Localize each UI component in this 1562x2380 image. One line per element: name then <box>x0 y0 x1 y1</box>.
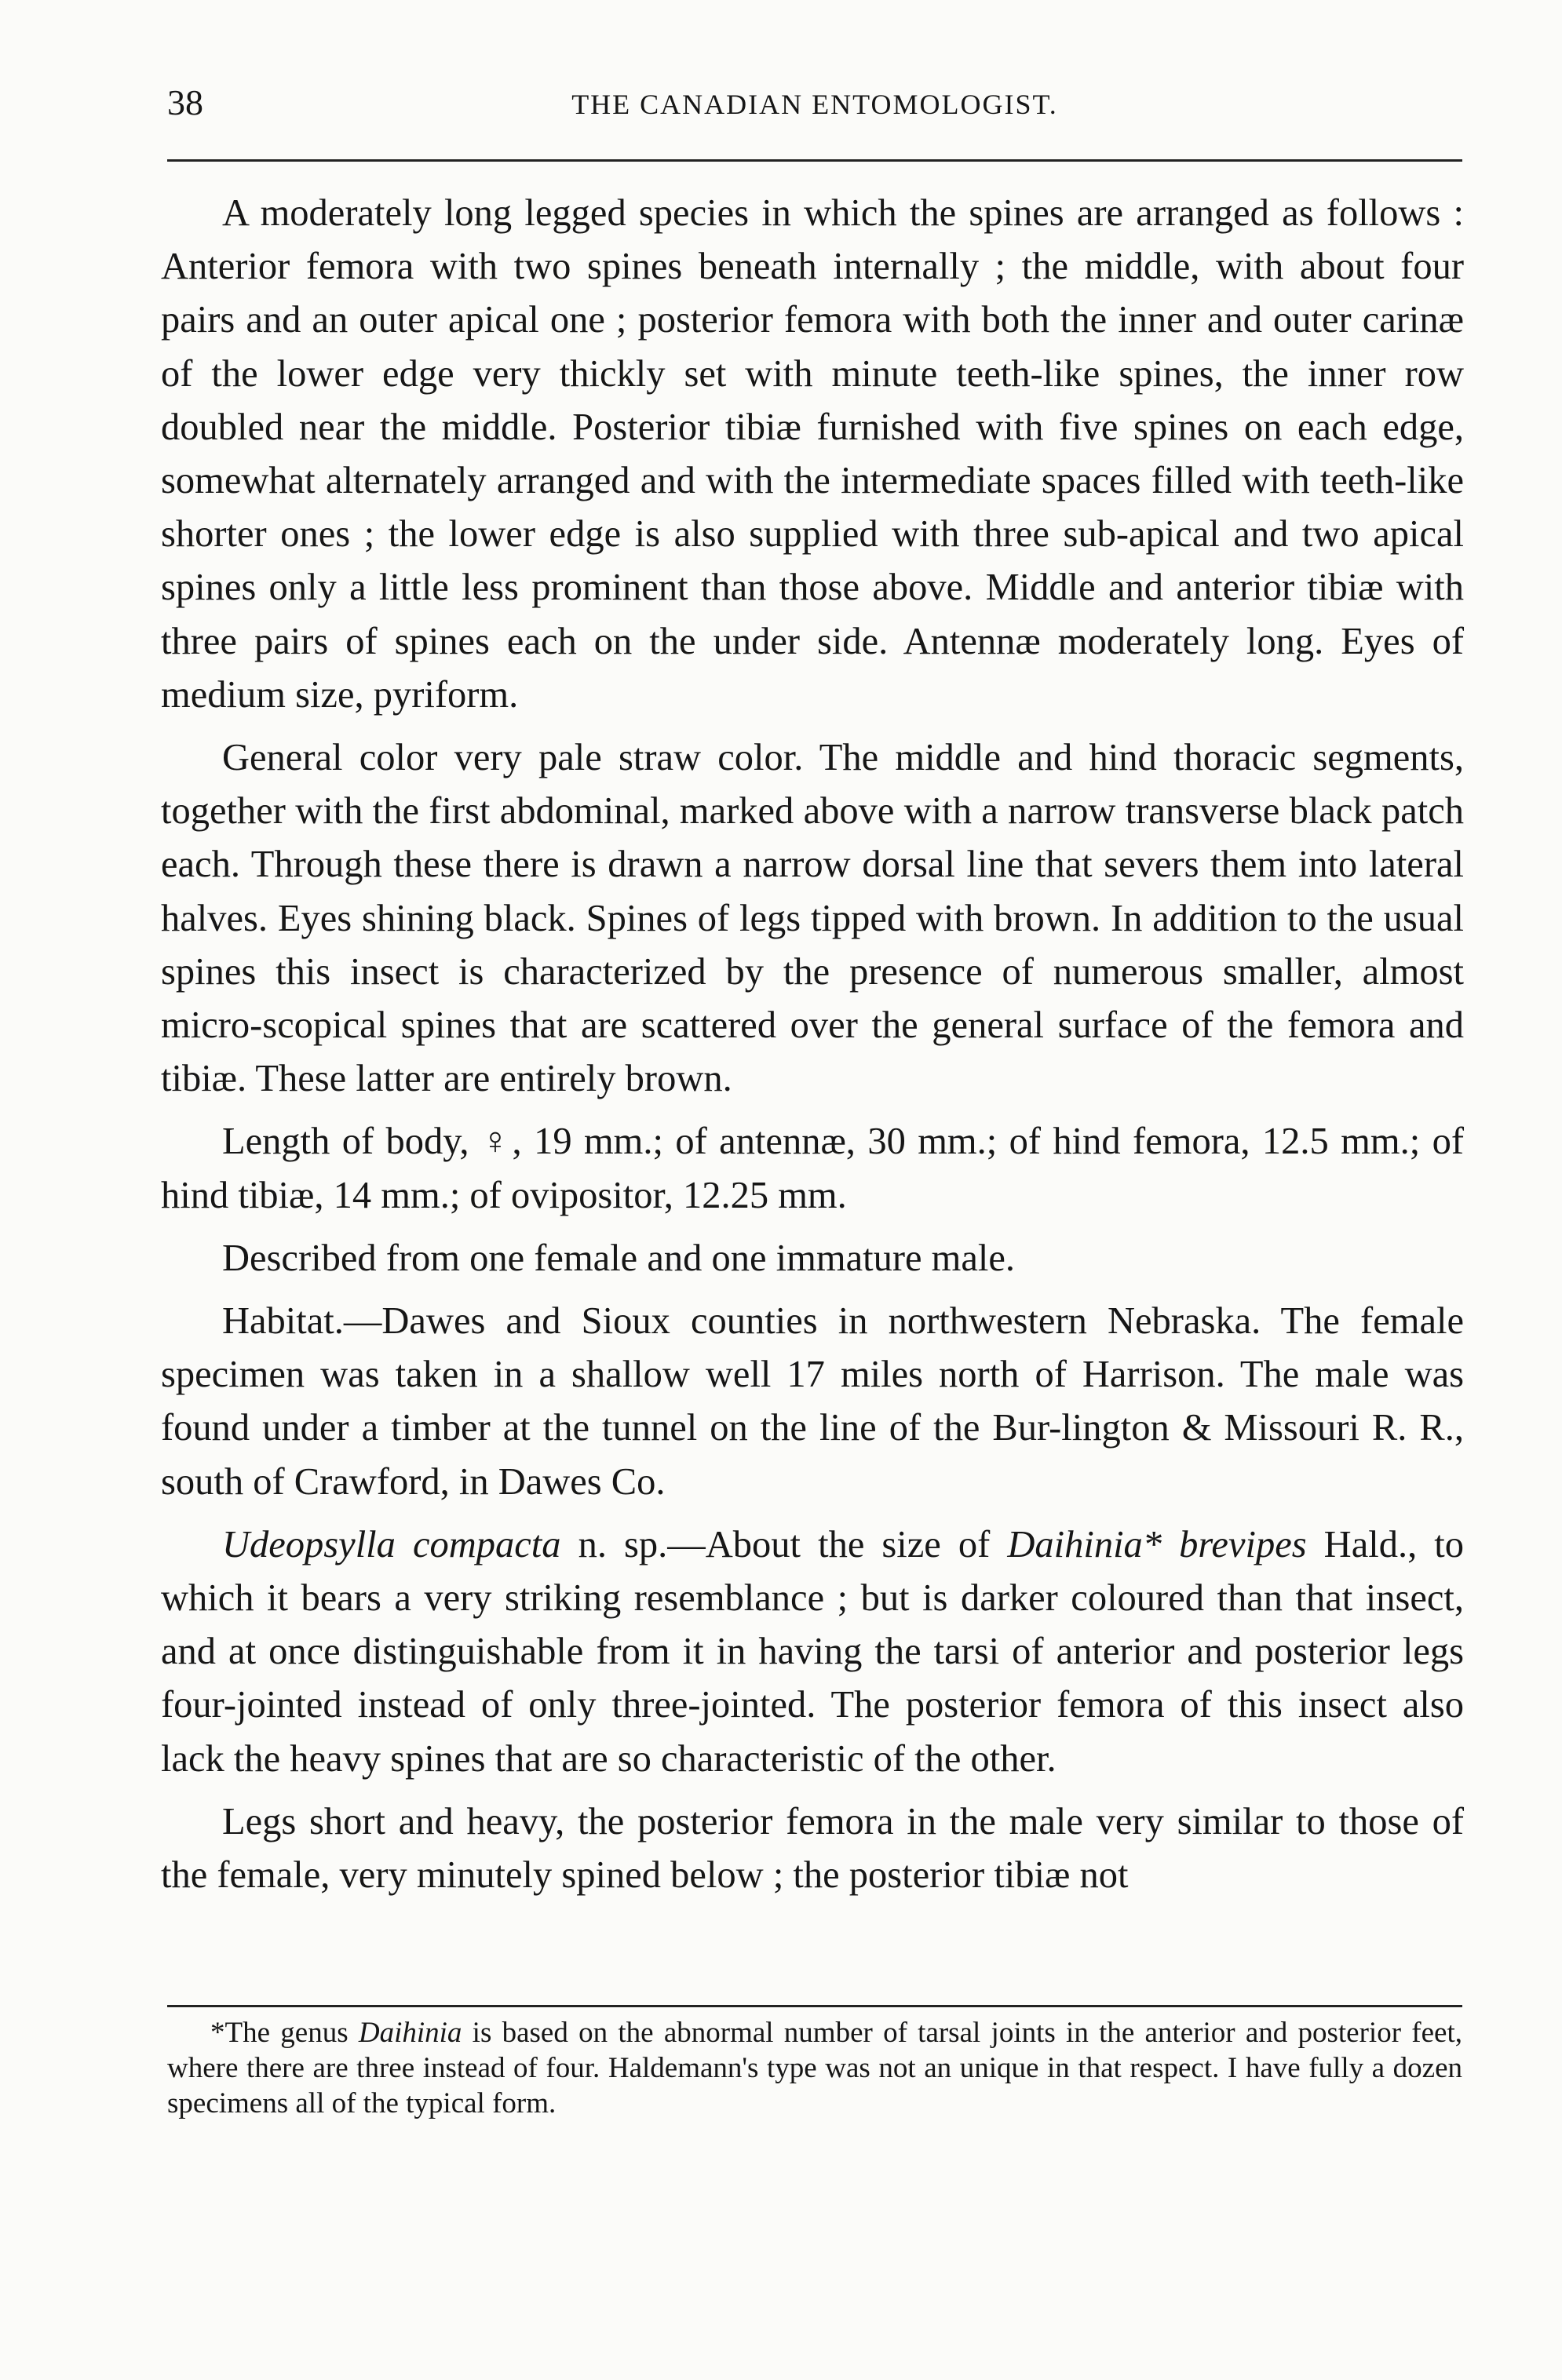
footnote <box>167 2015 1462 2121</box>
header-rule <box>167 159 1462 162</box>
compared-species-name: Daihinia* brevipes <box>1007 1523 1307 1565</box>
paragraph-text: n. sp.—About the size of <box>560 1523 1008 1565</box>
page-header <box>167 82 1462 129</box>
paragraph-material: Described from one female and one immature male. <box>222 1237 1015 1279</box>
paragraph-coloration: General color very pale straw color. The middle and hind thoracic segments, together with the first abdominal, marked above with a narrow transverse black patch each. Through these there is drawn a narrow dorsal line that severs them into lateral halves. Eyes shining black. Spines of legs tipped with brown. In addition to the usual spines this insect is characterized by the presence of numerous smaller, almost micro-scopical spines that are scattered over the general surface of the femora and tibiæ. These latter are entirely brown. <box>161 737 1464 1100</box>
paragraph-legs: Legs short and heavy, the posterior femora in the male very similar to those of the female, very minutely spined below ; the posterior tibiæ not <box>161 1800 1464 1897</box>
article-body <box>161 187 1464 1912</box>
footnote-genus: Daihinia <box>358 2017 462 2049</box>
footnote-text: is based on the abnormal number of tarsal joints in the anterior and posterior feet, where there are three instead of four. Haldemann's type was not an unique in that respect. I have fully a dozen specimens all of the typical form. <box>167 2017 1462 2119</box>
paragraph-text: Hald., to which it bears a very striking resemblance ; but is darker coloured than that insect, and at once distinguishable from it in having the tarsi of anterior and posterior legs four-jointed instead of only three-jointed. The posterior femora of this insect also lack the heavy spines that are so characteristic of the other. <box>161 1523 1464 1780</box>
footnote-rule <box>167 2005 1462 2007</box>
footnote-prefix: *The genus <box>210 2017 359 2049</box>
paragraph-measurements: Length of body, ♀, 19 mm.; of antennæ, 30 mm.; of hind femora, 12.5 mm.; of hind tibiæ, 14 mm.; of ovipositor, 12.25 mm. <box>161 1121 1464 1216</box>
paragraph-description: A moderately long legged species in which the spines are arranged as follows : Anterior femora with two spines beneath internally ; the middle, with about four pairs and an outer apical one ; posterior femora with both the inner and outer carinæ of the lower edge very thickly set with minute teeth-like spines, the inner row doubled near the middle. Posterior tibiæ furnished with five spines on each edge, somewhat alternately arranged and with the intermediate spaces filled with teeth-like shorter ones ; the lower edge is also supplied with three sub-apical and two apical spines only a little less prominent than those above. Middle and anterior tibiæ with three pairs of spines each on the under side. Antennæ moderately long. Eyes of medium size, pyriform. <box>161 192 1464 716</box>
running-title: THE CANADIAN ENTOMOLOGIST. <box>571 89 1058 120</box>
paragraph-new-species <box>161 1518 1464 1786</box>
page-number: 38 <box>167 82 203 122</box>
species-name: Udeopsylla compacta <box>222 1523 561 1565</box>
paragraph-habitat: Habitat.—Dawes and Sioux counties in northwestern Nebraska. The female specimen was taken in a shallow well 17 miles north of Harrison. The male was found under a timber at the tunnel on the line of the Bur-lington & Missouri R. R., south of Crawford, in Dawes Co. <box>161 1300 1464 1503</box>
